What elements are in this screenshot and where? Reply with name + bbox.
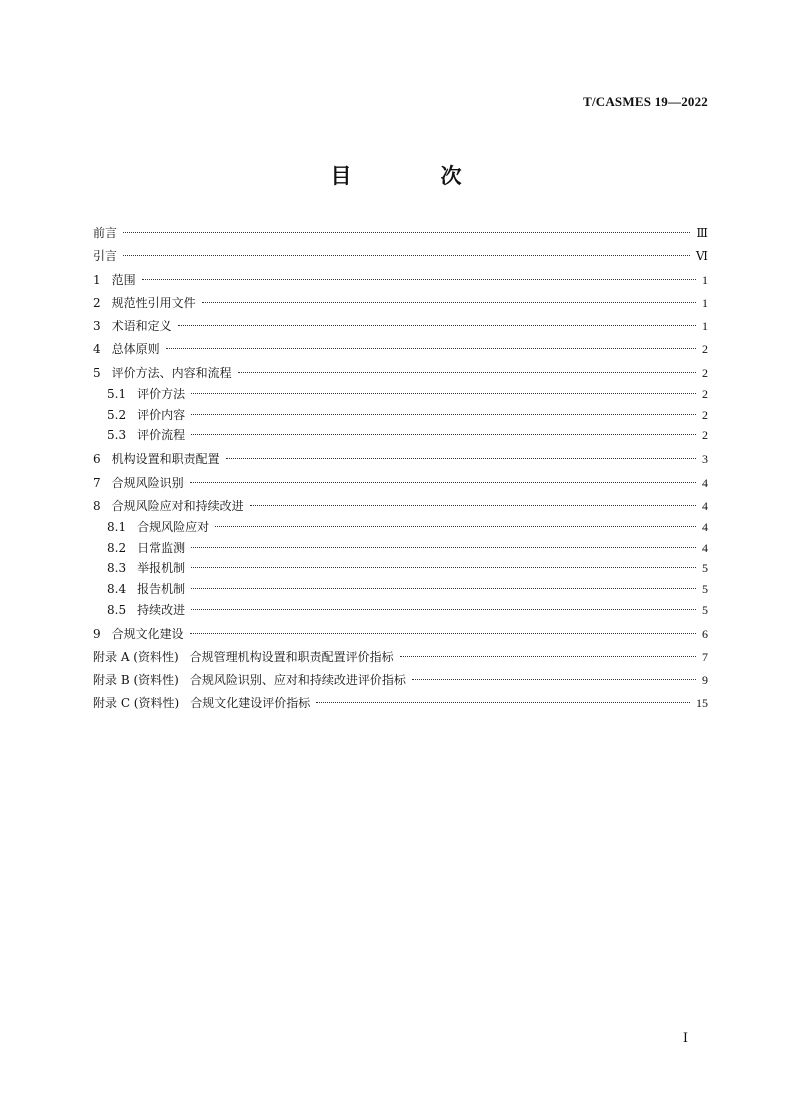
toc-dot-leader	[250, 505, 696, 506]
toc-entry-label: 合规风险应对	[137, 520, 210, 535]
page-title: 目 次	[330, 164, 496, 188]
toc-entry-label: 合规文化建设	[111, 626, 184, 641]
toc-entry-number: 8.5	[107, 602, 127, 617]
toc-entry-label: 合规风险应对和持续改进	[111, 498, 244, 513]
toc-dot-leader	[400, 656, 696, 657]
toc-entry[interactable]	[93, 673, 708, 696]
toc-entry-page: Ⅵ	[695, 249, 708, 264]
toc-entry-number: 5.1	[107, 387, 127, 402]
toc-entry-page: 7	[702, 649, 708, 664]
toc-entry-page: Ⅲ	[696, 226, 708, 240]
toc-dot-leader	[191, 567, 696, 568]
toc-entry-number: 附录 B (资料性)	[93, 673, 179, 688]
toc-entry-page: 1	[702, 272, 708, 287]
toc-dot-leader	[191, 434, 696, 435]
toc-entry-page: 15	[696, 696, 708, 711]
toc-entry-number: 2	[93, 295, 101, 310]
toc-entry[interactable]	[93, 520, 708, 541]
toc-entry-number: 8.1	[107, 520, 127, 535]
toc-dot-leader	[190, 633, 696, 634]
toc-entry-label: 总体原则	[111, 342, 160, 357]
toc-dot-leader	[412, 679, 696, 680]
toc-entry-page: 3	[702, 452, 708, 467]
toc-entry[interactable]	[93, 650, 708, 673]
toc-entry-page: 1	[702, 295, 708, 310]
toc-entry-number: 9	[93, 626, 101, 641]
toc-entry-label: 引言	[93, 249, 118, 264]
toc-entry-label: 举报机制	[137, 561, 186, 576]
toc-dot-leader	[142, 279, 696, 280]
toc-entry[interactable]	[93, 249, 708, 272]
toc-entry-number: 5.2	[107, 407, 127, 422]
toc-dot-leader	[316, 702, 690, 703]
toc-entry[interactable]	[93, 561, 708, 582]
toc-entry-label: 评价流程	[137, 428, 186, 443]
toc-entry-number: 8	[93, 498, 101, 513]
toc-entry[interactable]	[93, 342, 708, 365]
toc-entry[interactable]	[93, 273, 708, 296]
toc-dot-leader	[178, 325, 696, 326]
toc-entry-number: 附录 A (资料性)	[93, 649, 179, 664]
toc-dot-leader	[191, 393, 696, 394]
toc-dot-leader	[238, 372, 696, 373]
toc-entry-page: 9	[702, 673, 708, 688]
toc-entry-page: 5	[702, 581, 708, 596]
toc-entry[interactable]	[93, 582, 708, 603]
toc-entry-number: 附录 C (资料性)	[93, 696, 180, 711]
toc-entry-label: 机构设置和职责配置	[111, 452, 220, 467]
toc-entry-page: 5	[702, 561, 708, 576]
toc-entry-page: 4	[702, 498, 708, 513]
toc-entry-page: 2	[702, 387, 708, 402]
toc-entry-label: 范围	[111, 272, 136, 287]
toc-entry-number: 5.3	[107, 428, 127, 443]
toc-entry-page: 5	[702, 602, 708, 617]
toc-entry-number: 5	[93, 365, 101, 380]
toc-entry-page: 1	[702, 319, 708, 334]
toc-entry-label: 合规风险识别、应对和持续改进评价指标	[189, 673, 406, 688]
toc-entry[interactable]	[93, 408, 708, 429]
toc-entry-label: 术语和定义	[111, 319, 172, 334]
toc-entry-page: 4	[702, 520, 708, 535]
toc-entry-page: 6	[702, 626, 708, 641]
toc-dot-leader	[202, 302, 696, 303]
toc-entry-label: 合规文化建设评价指标	[190, 696, 311, 711]
toc-entry-label: 评价方法	[137, 387, 186, 402]
toc-entry-label: 合规风险识别	[111, 475, 184, 490]
toc-entry-label: 日常监测	[137, 540, 186, 555]
toc-entry[interactable]	[93, 627, 708, 650]
standard-code: T/CASMES 19—2022	[583, 94, 708, 109]
toc-entry-page: 2	[702, 342, 708, 357]
toc-entry-number: 7	[93, 475, 101, 490]
toc-entry-label: 持续改进	[137, 602, 186, 617]
toc-dot-leader	[191, 414, 696, 415]
toc-entry-label: 规范性引用文件	[111, 295, 196, 310]
toc-entry[interactable]	[93, 603, 708, 627]
toc-dot-leader	[166, 348, 696, 349]
toc-entry-label: 评价内容	[137, 407, 186, 422]
toc-dot-leader	[123, 232, 690, 233]
toc-dot-leader	[191, 609, 696, 610]
toc-entry-page: 4	[702, 475, 708, 490]
toc-entry-number: 8.2	[107, 540, 127, 555]
toc-entry-label: 合规管理机构设置和职责配置评价指标	[189, 649, 394, 664]
toc-entry[interactable]	[93, 387, 708, 408]
page-number: Ⅰ	[682, 1030, 688, 1045]
toc-entry-number: 1	[93, 272, 101, 287]
toc-entry-label: 前言	[93, 226, 118, 240]
toc-entry[interactable]	[93, 541, 708, 562]
toc-entry-number: 3	[93, 319, 101, 334]
toc-dot-leader	[191, 588, 696, 589]
toc-entry-page: 2	[702, 428, 708, 443]
toc-entry-number: 8.4	[107, 581, 127, 596]
toc-entry[interactable]	[93, 366, 708, 389]
toc-entry-page: 2	[702, 407, 708, 422]
toc-entry-page: 4	[702, 540, 708, 555]
toc-entry-label: 评价方法、内容和流程	[111, 365, 232, 380]
table-of-contents	[93, 226, 708, 720]
toc-dot-leader	[190, 482, 696, 483]
toc-dot-leader	[123, 255, 690, 256]
toc-entry[interactable]	[93, 226, 708, 249]
toc-dot-leader	[215, 526, 696, 527]
toc-entry-number: 4	[93, 342, 101, 357]
toc-entry[interactable]	[93, 428, 708, 452]
toc-entry-label: 报告机制	[137, 581, 186, 596]
toc-entry[interactable]	[93, 499, 708, 522]
toc-entry-number: 8.3	[107, 561, 127, 576]
toc-entry-number: 6	[93, 452, 101, 467]
toc-dot-leader	[191, 547, 696, 548]
toc-entry[interactable]	[93, 696, 708, 719]
toc-entry[interactable]	[93, 296, 708, 319]
toc-entry-page: 2	[702, 365, 708, 380]
toc-dot-leader	[226, 458, 696, 459]
toc-entry[interactable]	[93, 476, 708, 499]
toc-entry[interactable]	[93, 452, 708, 475]
toc-entry[interactable]	[93, 319, 708, 342]
